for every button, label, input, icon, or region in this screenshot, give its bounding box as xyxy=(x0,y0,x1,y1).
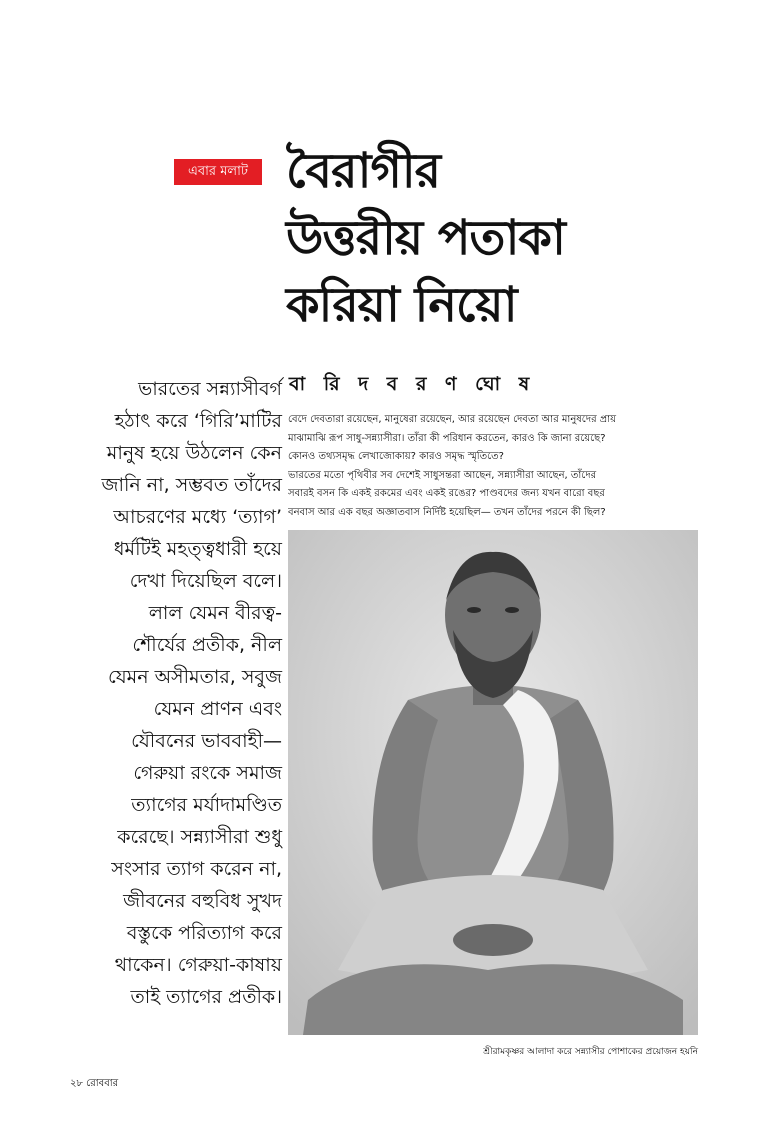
pull-quote-line: ত্যাগের মর্যাদামণ্ডিত xyxy=(131,794,282,816)
pull-quote-line: মানুষ হয়ে উঠলেন কেন xyxy=(106,442,282,464)
pull-quote-line: তাই ত্যাগের প্রতীক। xyxy=(130,986,282,1008)
pull-quote xyxy=(94,373,282,1013)
pull-quote-line: করেছে। সন্ন্যাসীরা শুধু xyxy=(117,826,282,848)
pull-quote-line: বস্তুকে পরিত্যাগ করে xyxy=(126,922,282,944)
intro-line: কোনও তথ্যসমৃদ্ধ লেখাজোকায়? কারও সমৃদ্ধ স্মৃতিতে? xyxy=(288,451,504,462)
intro-line: বনবাস আর এক বছর অজ্ঞাতবাস নির্দিষ্ট হয়েছিল— তখন তাঁদের পরনে কী ছিল? xyxy=(288,506,606,518)
photo-caption: শ্রীরামকৃষ্ণর আলাদা করে সন্ন্যাসীর পোশাকের প্রয়োজন হয়নি xyxy=(483,1047,698,1057)
pull-quote-line: শৌর্যের প্রতীক, নীল xyxy=(132,634,282,656)
seated-man-illustration xyxy=(288,530,698,1035)
pull-quote-line: গেরুয়া রংকে সমাজ xyxy=(133,762,282,784)
intro-line: সবারই বসন কি একই রকমের এবং একই রঙের? পাণ্ডবদের জন্য যখন বারো বছর xyxy=(288,488,605,499)
pull-quote-line: লাল যেমন বীরত্ব- xyxy=(148,602,282,624)
pull-quote-line: জানি না, সম্ভবত তাঁদের xyxy=(101,474,282,496)
article-title xyxy=(286,138,726,339)
pull-quote-line: থাকেন। গেরুয়া-কাষায় xyxy=(114,954,282,976)
portrait-photo xyxy=(288,530,698,1035)
pull-quote-line: যেমন অসীমতার, সবুজ xyxy=(108,666,282,688)
pull-quote-line: হঠাৎ করে ‘গিরি’মাটির xyxy=(114,410,282,432)
pull-quote-line: যেমন প্রাণন এবং xyxy=(153,698,282,720)
pull-quote-line: যৌবনের ভাববাহী— xyxy=(131,730,282,752)
section-tag: এবার মলাট xyxy=(174,159,262,185)
intro-line: মাঝামাঝি রূপ সাধু-সন্ন্যাসীরা। তাঁরা কী পরিধান করতেন, কারও কি জানা রয়েছে? xyxy=(288,432,606,444)
title-line: উত্তরীয় পতাকা xyxy=(286,210,565,266)
pull-quote-line: সংসার ত্যাগ করেন না, xyxy=(111,858,282,880)
pull-quote-line: দেখা দিয়েছিল বলে। xyxy=(129,570,282,592)
pull-quote-line: আচরণের মধ্যে ‘ত্যাগ’ xyxy=(113,506,282,528)
title-line: করিয়া নিয়ো xyxy=(286,277,517,333)
intro-line: ভারতের মতো পৃথিবীর সব দেশেই সাধুসন্তরা আছেন, সন্ন্যাসীরা আছেন, তাঁদের xyxy=(288,469,597,481)
page-folio: ২৮ রোববার xyxy=(70,1078,119,1089)
intro-paragraph xyxy=(288,411,700,522)
pull-quote-line: ভারতের সন্ন্যাসীবর্গ xyxy=(138,378,282,400)
intro-line: বেদে দেবতারা রয়েছেন, মানুষেরা রয়েছেন, আর রয়েছেন দেবতা আর মানুষদের প্রায় xyxy=(288,414,617,425)
pull-quote-line: জীবনের বহুবিধ সুখদ xyxy=(123,890,282,912)
title-line: বৈরাগীর xyxy=(286,143,441,199)
author-byline: বা রি দ ব র ণ ঘো ষ xyxy=(289,373,536,395)
pull-quote-line: ধর্মটিই মহত্ত্বধারী হয়ে xyxy=(113,538,282,560)
